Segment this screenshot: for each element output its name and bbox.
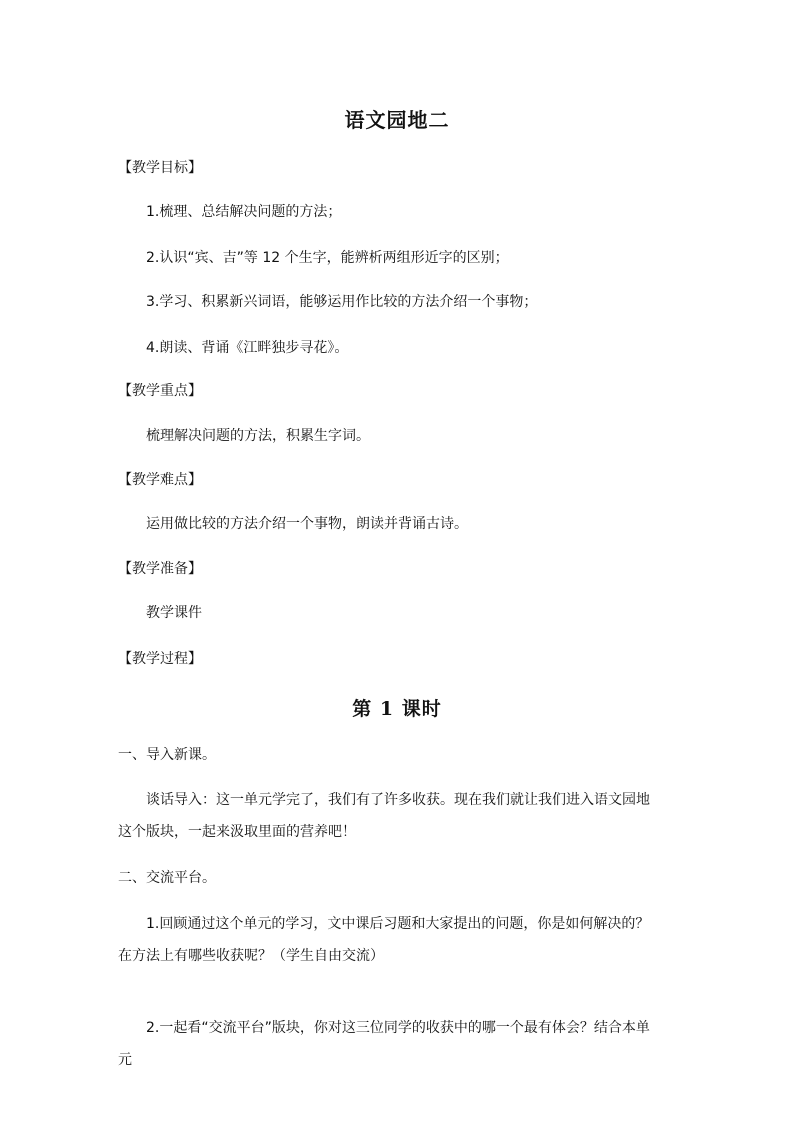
step2-heading: 二、交流平台。 [118,870,216,886]
preparation-heading: 【教学准备】 [118,561,202,577]
document-title: 语文园地二 [344,108,450,132]
objective-item-2: 2.认识“宾、吉”等 12 个生字，能辨析两组形近字的区别； [146,250,509,266]
process-heading: 【教学过程】 [118,651,202,667]
key-points-text: 梳理解决问题的方法，积累生字词。 [146,428,370,444]
step1-text: 谈话导入：这一单元学完了，我们有了许多收获。现在我们就让我们进入语文园地这个版块，一起来汲取里面的营养吧！ [118,792,650,840]
objective-item-4: 4.朗读、背诵《江畔独步寻花》。 [146,340,349,356]
objective-item-3: 3.学习、积累新兴词语，能够运用作比较的方法介绍一个事物； [146,294,538,310]
objectives-heading: 【教学目标】 [118,160,202,176]
difficulties-text: 运用做比较的方法介绍一个事物，朗读并背诵古诗。 [146,516,468,532]
step2-item-1: 1.回顾通过这个单元的学习，文中课后习题和大家提出的问题，你是如何解决的？在方法上有哪些收获呢？（学生自由交流） [118,916,650,964]
step2-item-2: 2.一起看“交流平台”版块，你对这三位同学的收获中的哪一个最有体会？结合本单元 [118,1020,650,1068]
key-points-heading: 【教学重点】 [118,383,202,399]
preparation-text: 教学课件 [146,605,202,621]
step1-heading: 一、导入新课。 [118,747,216,763]
difficulties-heading: 【教学难点】 [118,472,202,488]
lesson-title: 第 1 课时 [352,698,442,720]
objective-item-1: 1.梳理、总结解决问题的方法； [146,204,342,220]
